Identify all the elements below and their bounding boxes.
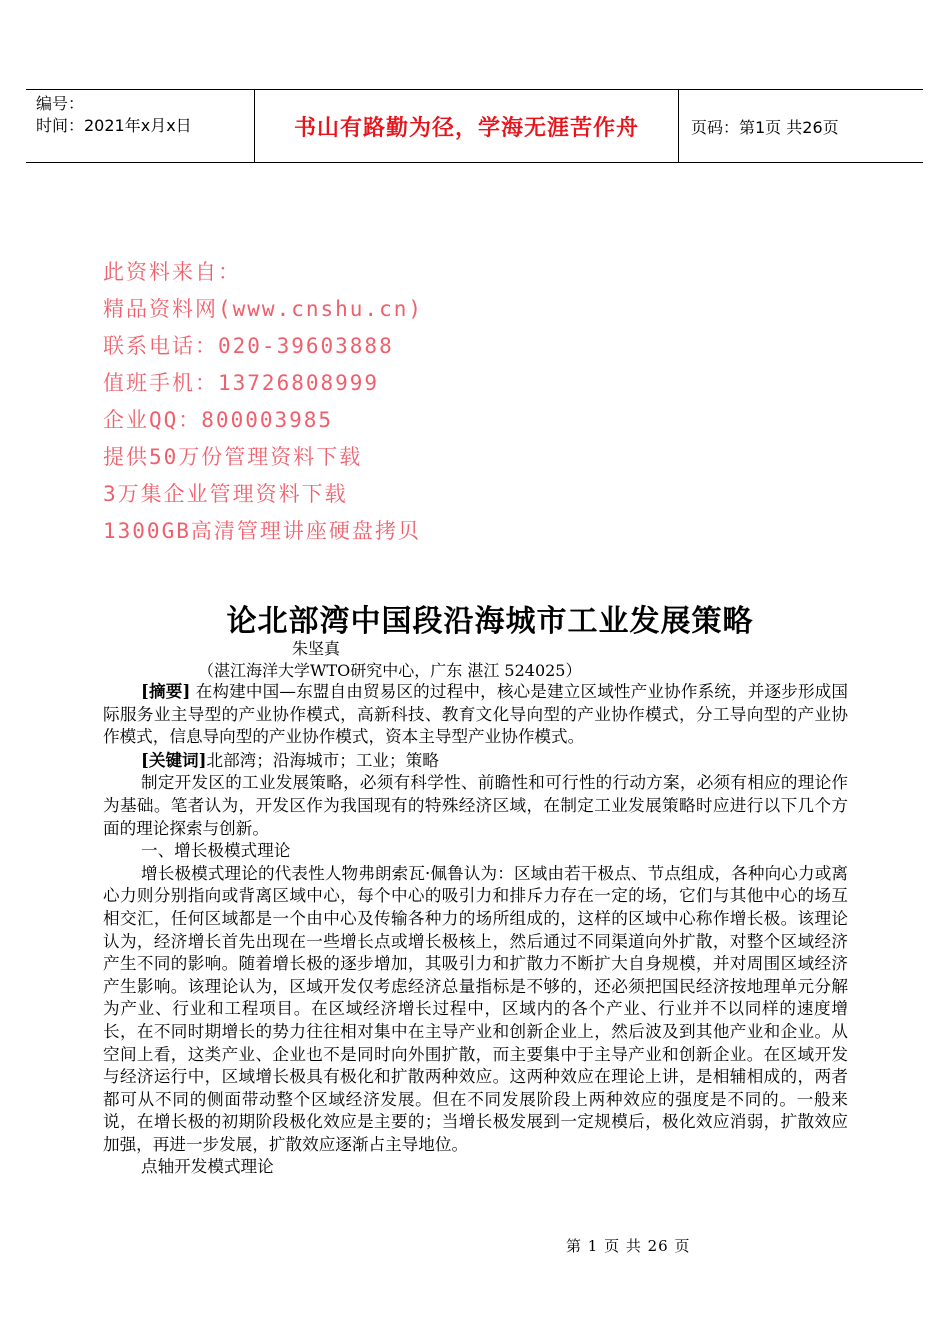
number-label: 编号： — [36, 94, 85, 113]
section2-heading: 点轴开发模式理论 — [141, 1157, 274, 1177]
document-header — [26, 89, 923, 163]
promo-line: 提供50万份管理资料下载 — [103, 445, 363, 469]
page-footer: 第 1 页 共 26 页 — [566, 1237, 691, 1255]
section1-heading: 一、增长极模式理论 — [141, 841, 291, 861]
promo-line: 企业QQ：800003985 — [103, 408, 334, 432]
time-label: 时间：2021年x月x日 — [36, 116, 192, 135]
article-body — [103, 680, 848, 1179]
abstract-text: 在构建中国—东盟自由贸易区的过程中，核心是建立区域性产业协作系统，并逐步形成国际服务业主导型的产业协作模式，高新科技、教育文化导向型的产业协作模式，分工导向型的产业协作模式，信息导向型的产业协作模式，资本主导型产业协作模式。 — [103, 682, 848, 747]
keywords-paragraph — [103, 749, 848, 773]
section1-body: 增长极模式理论的代表性人物弗朗索瓦·佩鲁认为：区域由若干极点、节点组成，各种向心力或离心力则分别指向或背离区域中心，每个中心的吸引力和排斥力存在一定的场，它们与其他中心的场互相交汇，任何区域都是一个由中心及传输各种力的场所组成的，这样的区域中心称作增长极。该理论认为，经济增长首先出现在一些增长点或增长极核上，然后通过不同渠道向外扩散，对整个区域经济产生不同的影响。随着增长极的逐步增加，其吸引力和扩散力不断扩大自身规模，并对周围区域经济产生影响。该理论认为，区域开发仅考虑经济总量指标是不够的，还必须把国民经济按地理单元分解为产业、行业和工程项目。在区域经济增长过程中，区域内的各个产业、行业并不以同样的速度增长，在不同时期增长的势力往往相对集中在主导产业和创新企业上，然后波及到其他产业和企业。从空间上看，这类产业、企业也不是同时向外围扩散，而主要集中于主导产业和创新企业。在区域开发与经济运行中，区域增长极具有极化和扩散两种效应。这两种效应在理论上讲，是相辅相成的，两者都可从不同的侧面带动整个区域经济发展。但在不同发展阶段上两种效应的强度是不同的。一般来说，在增长极的初期阶段极化效应是主要的；当增长极发展到一定规模后，极化效应消弱，扩散效应加强，再进一步发展，扩散效应逐渐占主导地位。 — [103, 863, 848, 1154]
page-info: 页码：第1页 共26页 — [691, 117, 839, 137]
keywords-text: 北部湾；沿海城市；工业；策略 — [206, 750, 439, 770]
abstract-label: [摘要] — [141, 681, 191, 701]
abstract-paragraph — [103, 680, 848, 749]
intro-paragraph: 制定开发区的工业发展策略，必须有科学性、前瞻性和可行性的行动方案，必须有相应的理论作为基础。笔者认为，开发区作为我国现有的特殊经济区域，在制定工业发展策略时应进行以下几个方面的理论探索与创新。 — [103, 773, 848, 838]
header-motto-cell — [255, 90, 679, 162]
header-left-cell — [26, 90, 255, 162]
keywords-label: [关键词] — [141, 749, 207, 770]
article-author: 朱坚真 — [292, 639, 341, 658]
promo-line: 值班手机：13726808999 — [103, 371, 380, 395]
header-page-cell — [679, 90, 923, 162]
article-affiliation: （湛江海洋大学WTO研究中心，广东 湛江 524025） — [198, 661, 582, 680]
promo-line: 3万集企业管理资料下载 — [103, 482, 348, 506]
promo-line: 联系电话：020-39603888 — [103, 334, 394, 358]
promo-line: 此资料来自： — [103, 260, 241, 284]
article-title: 论北部湾中国段沿海城市工业发展策略 — [226, 604, 754, 639]
promo-line: 精品资料网(www.cnshu.cn) — [103, 297, 424, 321]
motto-text: 书山有路勤为径，学海无涯苦作舟 — [293, 115, 639, 141]
promo-block — [103, 254, 423, 550]
promo-line: 1300GB高清管理讲座硬盘拷贝 — [103, 519, 421, 543]
